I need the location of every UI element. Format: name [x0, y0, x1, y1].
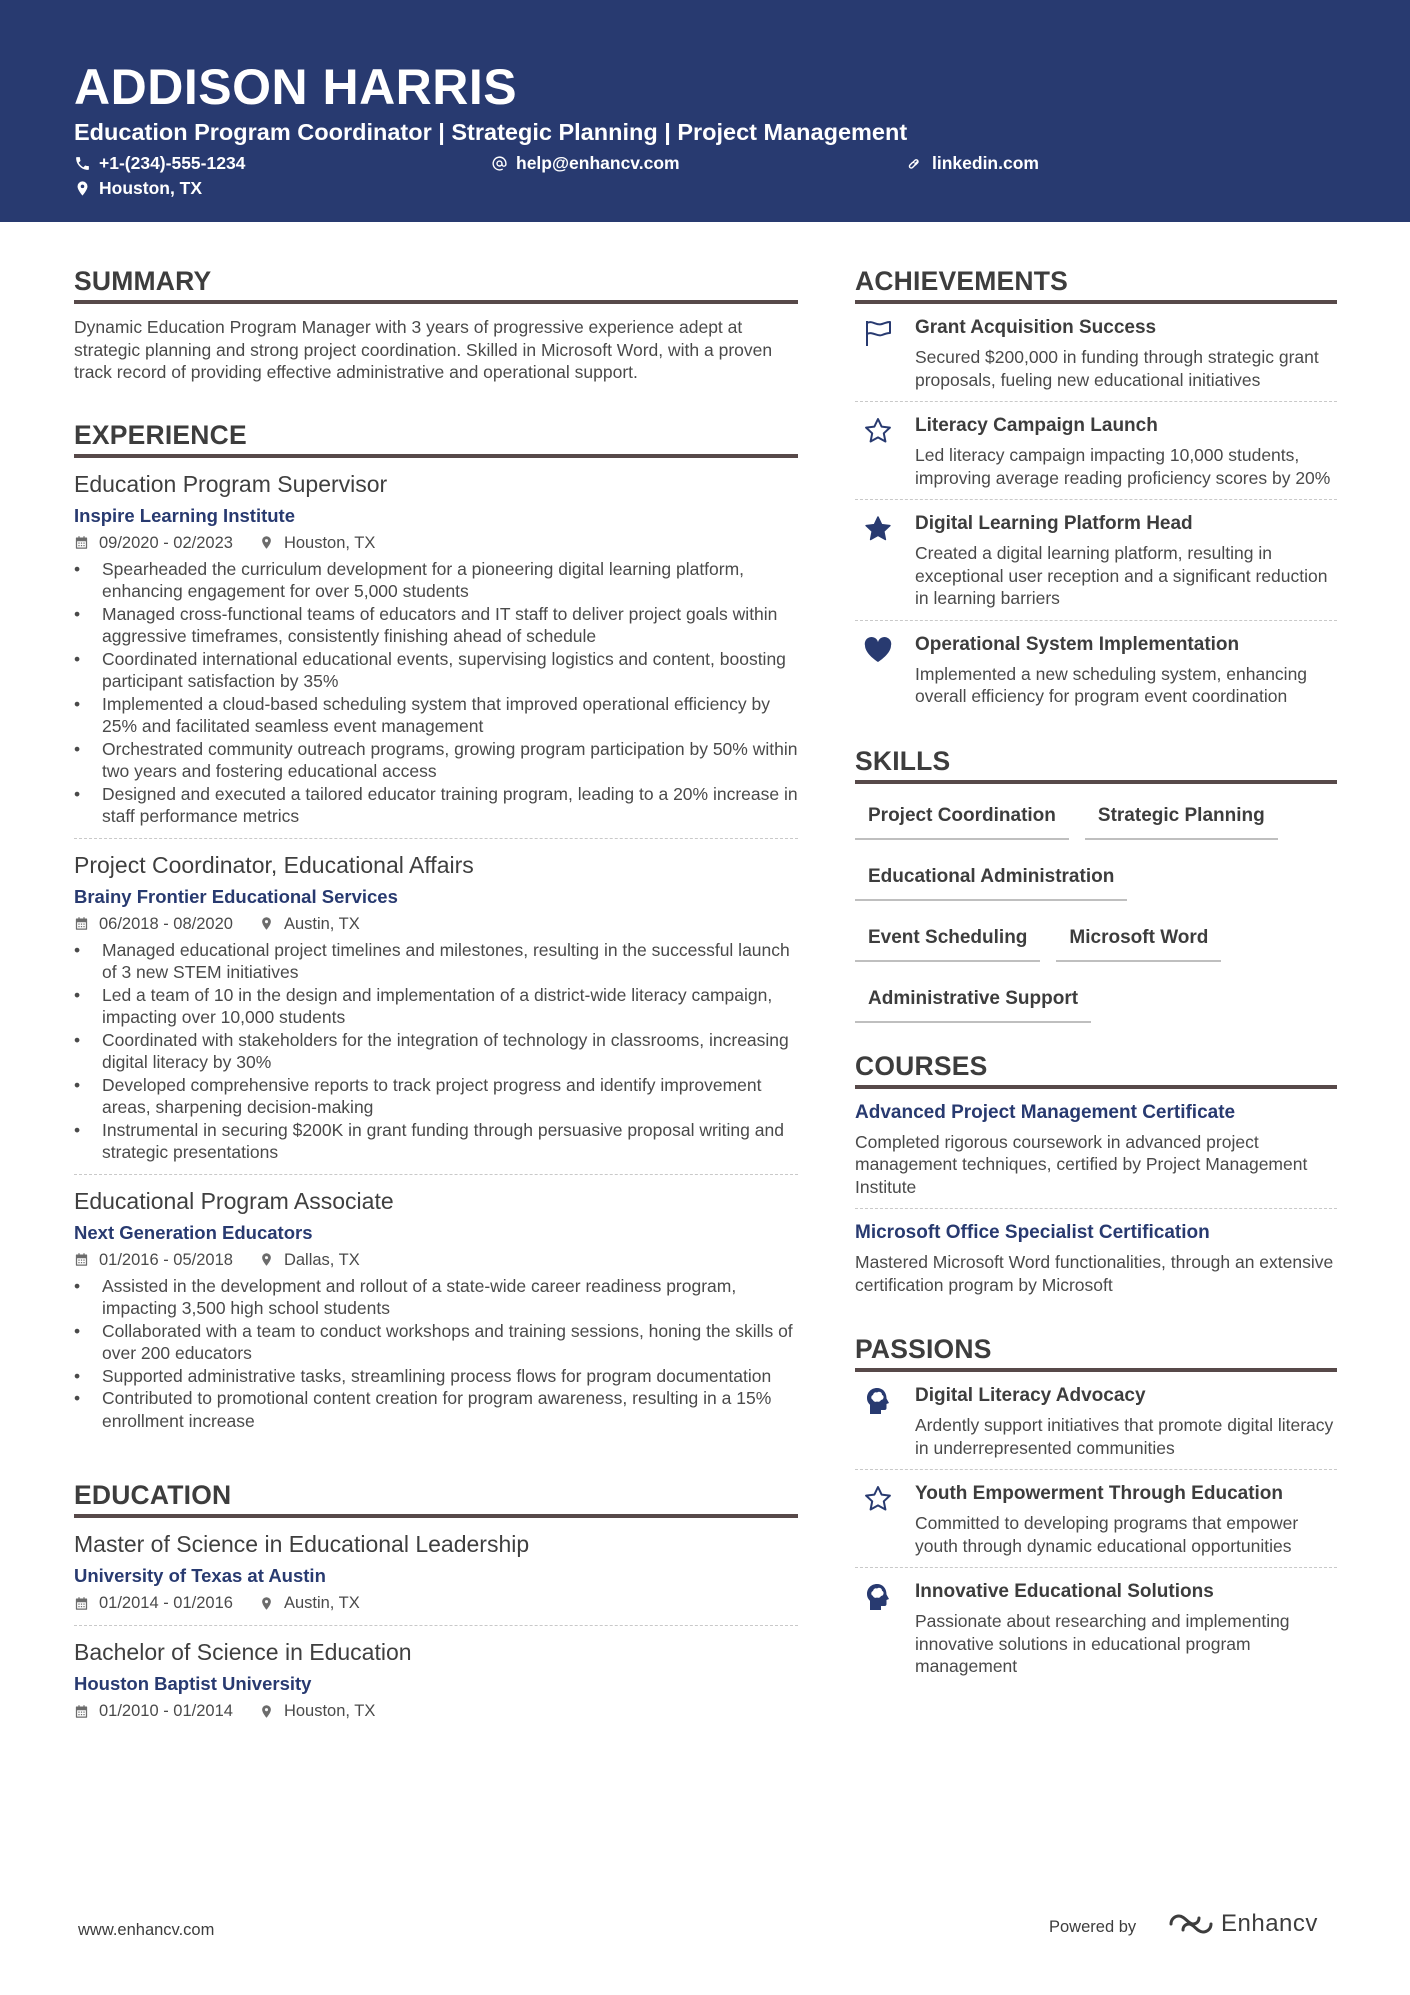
item-description: Passionate about researching and implementing innovative solutions in educational program management [915, 1611, 1290, 1676]
item-title: Youth Empowerment Through Education [915, 1483, 1284, 1504]
date-range [74, 1250, 233, 1270]
responsibility-item: • Supported administrative tasks, streamlining process flows for program documentation [74, 1365, 798, 1388]
school-name: University of Texas at Austin [74, 1565, 326, 1587]
location [259, 1701, 375, 1721]
item-title: Literacy Campaign Launch [915, 415, 1158, 436]
item-title: Innovative Educational Solutions [915, 1581, 1214, 1602]
skill-tag: Event Scheduling [855, 916, 1040, 962]
skill-tag: Educational Administration [855, 855, 1127, 901]
skill-tag: Microsoft Word [1056, 916, 1221, 962]
education-list [74, 1518, 798, 1733]
section-heading: SKILLS [855, 746, 1337, 784]
summary-section [74, 266, 798, 384]
education-section [74, 1480, 798, 1733]
location-text: Austin, TX [283, 914, 360, 933]
experience-entry [74, 458, 798, 839]
item-description: Ardently support initiatives that promote digital literacy in underrepresented communities [915, 1415, 1334, 1458]
candidate-name: ADDISON HARRIS [74, 59, 518, 115]
item-icon-wrap [855, 512, 915, 610]
item-title: Digital Learning Platform Head [915, 513, 1193, 534]
company-name: Inspire Learning Institute [74, 504, 295, 526]
location [259, 1250, 360, 1270]
item-icon-wrap [855, 414, 915, 489]
section-heading: EDUCATION [74, 1480, 798, 1518]
item-body [915, 633, 1337, 708]
courses-section [855, 1051, 1337, 1307]
location-text: Houston, TX [99, 178, 203, 198]
responsibility-item: • Assisted in the development and rollout of a state-wide career readiness program, impacting 3,500 high school students [74, 1275, 798, 1320]
item-icon-wrap [855, 1384, 915, 1459]
skills-section [855, 746, 1337, 1038]
date-text: 01/2016 - 05/2018 [99, 1250, 233, 1269]
experience-entry [74, 839, 798, 1175]
item-icon-wrap [855, 633, 915, 708]
experience-section [74, 420, 798, 1443]
brand-logo[interactable] [1167, 1910, 1318, 1938]
location-text: Austin, TX [283, 1594, 360, 1613]
date-range [74, 533, 233, 553]
contact-location [74, 178, 202, 199]
enhancv-logo-icon [1167, 1910, 1215, 1938]
date-location-row [74, 914, 798, 934]
date-location-row [74, 1701, 798, 1721]
passion-item [855, 1568, 1337, 1688]
responsibility-item: • Led a team of 10 in the design and implementation of a district-wide literacy campaign, impacting over 10,000 students [74, 984, 798, 1029]
contact-email[interactable] [491, 153, 680, 174]
brand-name: Enhancv [1221, 1910, 1318, 1937]
section-heading: EXPERIENCE [74, 420, 798, 458]
responsibility-list [74, 939, 798, 1164]
date-location-row [74, 533, 798, 553]
school-name: Houston Baptist University [74, 1673, 312, 1695]
item-body [915, 1384, 1337, 1459]
education-entry [74, 1626, 798, 1733]
courses-list [855, 1089, 1337, 1307]
skills-list [855, 794, 1337, 1038]
item-body [915, 1580, 1337, 1678]
location-pin-icon [259, 1704, 274, 1719]
contact-link[interactable] [907, 153, 1039, 174]
passions-list [855, 1372, 1337, 1688]
achievements-section [855, 266, 1337, 718]
course-title: Microsoft Office Specialist Certification [855, 1222, 1210, 1243]
item-body [915, 316, 1337, 391]
date-location-row [74, 1250, 798, 1270]
course-description: Completed rigorous coursework in advanced project management techniques, certified by Project Management Institute [855, 1131, 1308, 1197]
star-outline-icon [863, 416, 893, 446]
candidate-title: Education Program Coordinator | Strategic Planning | Project Management [74, 119, 908, 145]
right-column [855, 266, 1337, 1688]
summary-text: Dynamic Education Program Manager with 3 years of progressive experience adept at strategic planning and strong project coordination. Skilled in Microsoft Word, with a proven track record of providing effective administrative and operational support. [74, 317, 773, 383]
head-brain-icon [863, 1386, 893, 1416]
item-title: Digital Literacy Advocacy [915, 1385, 1146, 1406]
resume-header [0, 0, 1410, 222]
passion-item [855, 1470, 1337, 1568]
company-name: Next Generation Educators [74, 1221, 313, 1243]
left-column [74, 266, 798, 1733]
responsibility-item: • Implemented a cloud-based scheduling system that improved operational efficiency by 25% and facilitated seamless event management [74, 693, 798, 738]
location-pin-icon [259, 1596, 274, 1611]
star-outline-icon [863, 1484, 893, 1514]
responsibility-item: • Instrumental in securing $200K in grant funding through persuasive proposal writing and strategic presentations [74, 1119, 798, 1164]
contact-phone [74, 153, 245, 174]
location-text: Houston, TX [283, 1702, 376, 1721]
company-name: Brainy Frontier Educational Services [74, 885, 398, 907]
footer-url[interactable]: www.enhancv.com [78, 1921, 215, 1939]
section-heading: ACHIEVEMENTS [855, 266, 1337, 304]
location [259, 533, 375, 553]
location-text: Houston, TX [283, 533, 376, 552]
responsibility-item: • Managed cross-functional teams of educators and IT staff to deliver project goals within aggressive timeframes, consistently finishing ahead of schedule [74, 603, 798, 648]
email-text: help@enhancv.com [516, 153, 680, 173]
responsibility-item: • Coordinated with stakeholders for the integration of technology in classrooms, increasing digital literacy by 30% [74, 1029, 798, 1074]
responsibility-item: • Orchestrated community outreach programs, growing program participation by 50% within two years and fostering educational access [74, 738, 798, 783]
course-description: Mastered Microsoft Word functionalities, through an extensive certification program by Microsoft [855, 1252, 1334, 1295]
skill-tag: Strategic Planning [1085, 794, 1278, 840]
date-text: 01/2010 - 01/2014 [99, 1702, 233, 1721]
responsibility-item: • Coordinated international educational events, supervising logistics and content, boosting participant satisfaction by 35% [74, 648, 798, 693]
section-heading: COURSES [855, 1051, 1337, 1089]
calendar-icon [74, 535, 89, 550]
item-description: Secured $200,000 in funding through strategic grant proposals, fueling new educational initiatives [915, 347, 1319, 390]
section-heading: SUMMARY [74, 266, 798, 304]
location-pin-icon [259, 535, 274, 550]
head-brain-icon [863, 1582, 893, 1612]
item-title: Grant Acquisition Success [915, 317, 1157, 338]
achievement-item [855, 304, 1337, 402]
item-body [915, 512, 1337, 610]
course-item [855, 1209, 1337, 1306]
location-text: Dallas, TX [283, 1250, 360, 1269]
item-icon-wrap [855, 1482, 915, 1557]
location-pin-icon [74, 180, 91, 197]
job-title: Project Coordinator, Educational Affairs [74, 851, 474, 878]
achievements-list [855, 304, 1337, 718]
experience-entry [74, 1175, 798, 1443]
skill-tag: Project Coordination [855, 794, 1069, 840]
item-body [915, 1482, 1337, 1557]
responsibility-item: • Collaborated with a team to conduct workshops and training sessions, honing the skills of over 200 educators [74, 1320, 798, 1365]
item-body [915, 414, 1337, 489]
date-range [74, 914, 233, 934]
item-icon-wrap [855, 1580, 915, 1678]
at-icon [491, 155, 508, 172]
responsibility-list [74, 558, 798, 828]
star-filled-icon [863, 514, 893, 544]
job-title: Education Program Supervisor [74, 470, 388, 497]
heart-icon [863, 635, 893, 665]
item-description: Implemented a new scheduling system, enhancing overall efficiency for program event coordination [915, 663, 1308, 706]
calendar-icon [74, 1596, 89, 1611]
item-description: Led literacy campaign impacting 10,000 students, improving average reading proficiency scores by 20% [915, 445, 1331, 488]
calendar-icon [74, 1704, 89, 1719]
experience-list [74, 458, 798, 1443]
section-heading: PASSIONS [855, 1334, 1337, 1372]
phone-text: +1-(234)-555-1234 [99, 153, 246, 173]
job-title: Educational Program Associate [74, 1187, 394, 1214]
location [259, 914, 360, 934]
passion-item [855, 1372, 1337, 1470]
skill-tag: Administrative Support [855, 977, 1091, 1023]
powered-by-label: Powered by [1049, 1918, 1137, 1936]
item-title: Operational System Implementation [915, 633, 1240, 655]
responsibility-item: • Designed and executed a tailored educator training program, leading to a 20% increase in staff performance metrics [74, 783, 798, 828]
education-entry [74, 1518, 798, 1626]
calendar-icon [74, 1252, 89, 1267]
responsibility-list [74, 1275, 798, 1433]
date-range [74, 1701, 233, 1721]
flag-icon [863, 318, 893, 348]
phone-icon [74, 155, 91, 172]
link-icon [907, 155, 924, 172]
location-pin-icon [259, 916, 274, 931]
date-location-row [74, 1593, 798, 1613]
responsibility-item: • Contributed to promotional content creation for program awareness, resulting in a 15% enrollment increase [74, 1387, 798, 1432]
course-item [855, 1089, 1337, 1210]
date-text: 01/2014 - 01/2016 [99, 1594, 233, 1613]
date-range [74, 1593, 233, 1613]
responsibility-item: • Managed educational project timelines and milestones, resulting in the successful launch of 3 new STEM initiatives [74, 939, 798, 984]
item-icon-wrap [855, 316, 915, 391]
degree-name: Bachelor of Science in Education [74, 1639, 412, 1666]
course-title: Advanced Project Management Certificate [855, 1101, 1236, 1123]
date-text: 06/2018 - 08/2020 [99, 914, 233, 933]
item-description: Committed to developing programs that empower youth through dynamic educational opportunities [915, 1513, 1299, 1556]
calendar-icon [74, 916, 89, 931]
achievement-item [855, 621, 1337, 718]
link-text: linkedin.com [932, 153, 1039, 173]
location [259, 1593, 360, 1613]
date-text: 09/2020 - 02/2023 [99, 533, 233, 552]
achievement-item [855, 500, 1337, 621]
responsibility-item: • Spearheaded the curriculum development for a pioneering digital learning platform, enhancing engagement for over 5,000 students [74, 558, 798, 603]
responsibility-item: • Developed comprehensive reports to track project progress and identify improvement areas, sharpening decision-making [74, 1074, 798, 1119]
passions-section [855, 1334, 1337, 1688]
location-pin-icon [259, 1252, 274, 1267]
achievement-item [855, 402, 1337, 500]
item-description: Created a digital learning platform, resulting in exceptional user reception and a significant reduction in learning barriers [915, 543, 1328, 608]
degree-name: Master of Science in Educational Leadership [74, 1531, 530, 1558]
